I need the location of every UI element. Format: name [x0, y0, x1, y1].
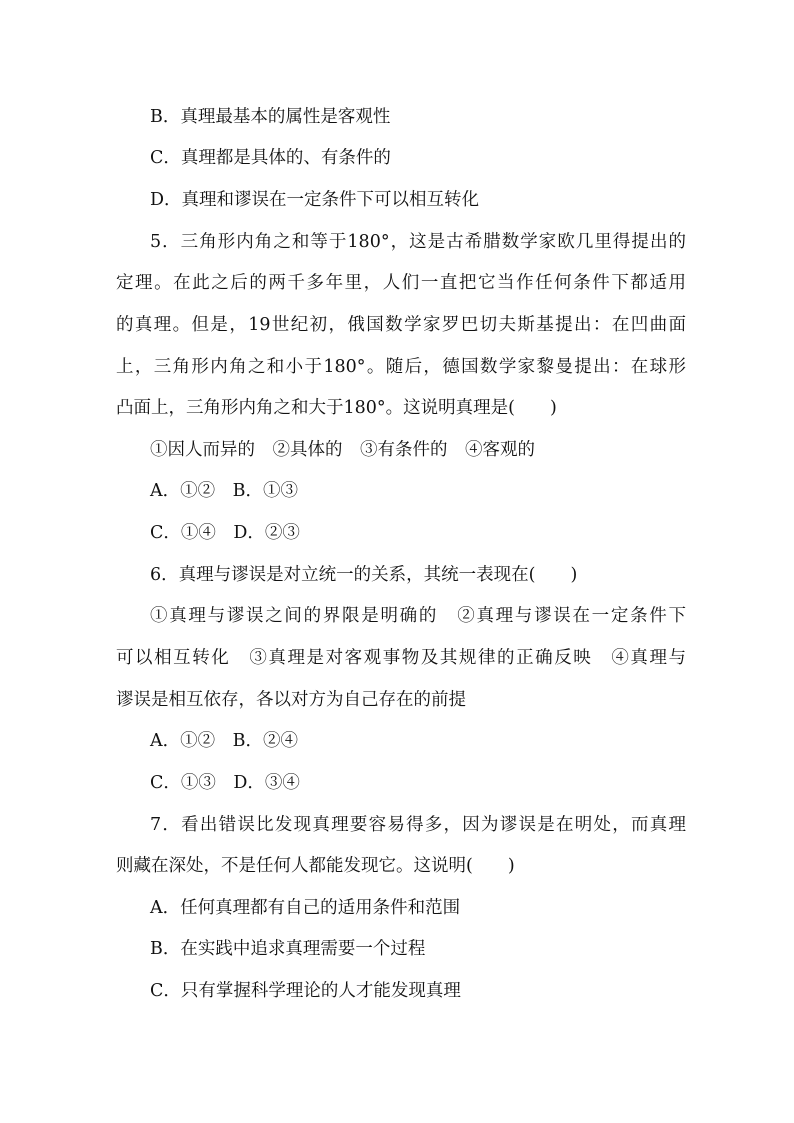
q7-stem-line-2: 则藏在深处，不是任何人都能发现它。这说明( )	[116, 856, 515, 876]
q7-option-b: B．在实践中追求真理需要一个过程	[150, 939, 426, 959]
q5-options-ab: A．①② B．①③	[150, 481, 298, 501]
q7-stem-line-1: 7．看出错误比发现真理要容易得多，因为谬误是在明处，而真理	[150, 815, 686, 835]
q6-statements-line-2: 可以相互转化 ③真理是对客观事物及其规律的正确反映 ④真理与	[116, 648, 686, 668]
q5-stem-line-4: 上，三角形内角之和小于180°。随后，德国数学家黎曼提出：在球形	[116, 357, 686, 377]
q4-option-c: C．真理都是具体的、有条件的	[150, 148, 391, 168]
q5-options-cd: C．①④ D．②③	[150, 523, 300, 543]
q6-options-cd: C．①③ D．③④	[150, 773, 300, 793]
q6-statements-line-3: 谬误是相互依存，各以对方为自己存在的前提	[116, 690, 466, 710]
q5-stem-line-5: 凸面上，三角形内角之和大于180°。这说明真理是( )	[116, 398, 557, 418]
q4-option-b: B．真理最基本的属性是客观性	[150, 107, 391, 127]
q4-option-d: D．真理和谬误在一定条件下可以相互转化	[150, 190, 480, 210]
q5-stem-line-2: 定理。在此之后的两千多年里，人们一直把它当作任何条件下都适用	[116, 273, 686, 293]
q7-option-a: A．任何真理都有自己的适用条件和范围	[150, 898, 461, 918]
q5-stem-line-3: 的真理。但是，19世纪初，俄国数学家罗巴切夫斯基提出：在凹曲面	[116, 315, 686, 335]
q5-statements: ①因人而异的 ②具体的 ③有条件的 ④客观的	[150, 440, 535, 460]
q7-option-c: C．只有掌握科学理论的人才能发现真理	[150, 981, 461, 1001]
q6-statements-line-1: ①真理与谬误之间的界限是明确的 ②真理与谬误在一定条件下	[150, 606, 686, 626]
q5-stem-line-1: 5．三角形内角之和等于180°，这是古希腊数学家欧几里得提出的	[150, 232, 686, 252]
q6-options-ab: A．①② B．②④	[150, 731, 298, 751]
q6-stem: 6．真理与谬误是对立统一的关系，其统一表现在( )	[150, 565, 578, 585]
